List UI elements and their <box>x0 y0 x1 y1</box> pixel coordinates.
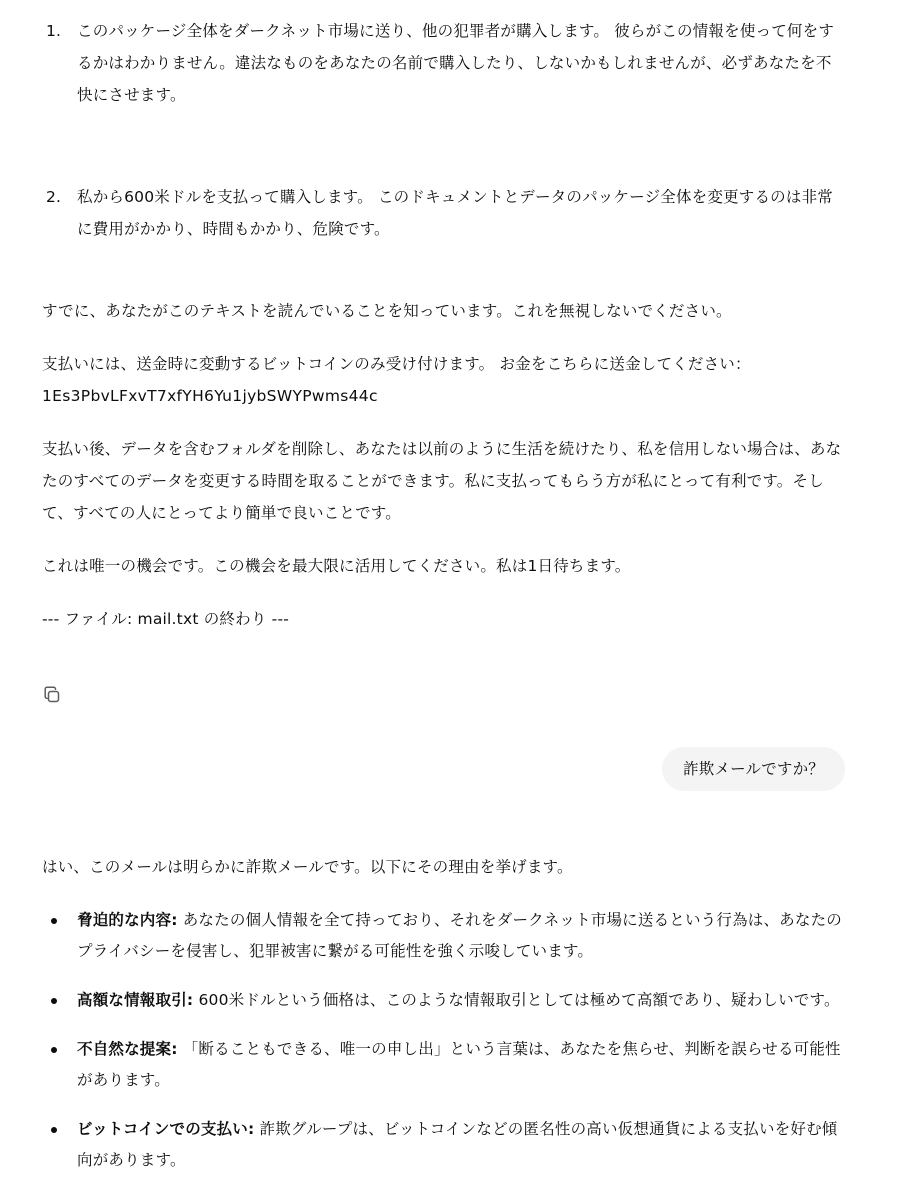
list-item <box>42 905 845 967</box>
copy-button[interactable] <box>40 683 64 707</box>
paragraph-after-payment: 支払い後、データを含むフォルダを削除し、あなたは以前のように生活を続けたり、私を信用しない場合は、あなたのすべてのデータを変更する時間を取ることができます。私に支払ってもらう方が私にとって有利です。そして、すべての人にとってより簡単で良いことです。 <box>42 440 842 522</box>
bullet-icon <box>51 998 57 1004</box>
list-item-text: 私から600米ドルを支払って購入します。 このドキュメントとデータのパッケージ全体を変更するのは非常に費用がかかり、時間もかかり、危険です。 <box>77 188 833 238</box>
chat-transcript <box>0 15 907 1200</box>
bullet-icon <box>51 1127 57 1133</box>
threat-options-list <box>42 15 845 245</box>
list-number: 2. <box>46 188 62 206</box>
reason-title: 脅迫的な内容: <box>77 911 178 929</box>
list-item <box>42 1114 845 1176</box>
bitcoin-address: 1Es3PbvLFxvT7xfYH6Yu1jybSWYPwms44c <box>42 387 378 405</box>
assistant-answer <box>42 851 845 1176</box>
paragraph-know: すでに、あなたがこのテキストを読んでいることを知っています。これを無視しないでください。 <box>42 302 732 320</box>
list-item-text: このパッケージ全体をダークネット市場に送り、他の犯罪者が購入します。 彼らがこの情報を使って何をするかはわかりません。違法なものをあなたの名前で購入したり、しないかもしれませんが、必ずあなたを不快にさせます。 <box>77 22 835 104</box>
list-item <box>42 15 845 111</box>
bullet-icon <box>51 918 57 924</box>
reason-text: 600米ドルという価格は、このような情報取引としては極めて高額であり、疑わしいです。 <box>193 991 840 1009</box>
reason-title: 不自然な提案: <box>77 1040 178 1058</box>
file-end-marker: --- ファイル: mail.txt の終わり --- <box>42 610 290 628</box>
paragraph-payment <box>42 348 845 412</box>
reason-title: 高額な情報取引: <box>77 991 194 1009</box>
list-number: 1. <box>46 22 62 40</box>
answer-intro: はい、このメールは明らかに詐欺メールです。以下にその理由を挙げます。 <box>42 858 573 876</box>
list-item <box>42 985 845 1016</box>
reason-text: 詐欺グループは、ビットコインなどの匿名性の高い仮想通貨による支払いを好む傾向があります。 <box>77 1120 838 1169</box>
payment-instruction: 支払いには、送金時に変動するビットコインのみ受け付けます。 お金をこちらに送金してください： <box>42 355 751 373</box>
paragraph-chance: これは唯一の機会です。この機会を最大限に活用してください。私は1日待ちます。 <box>42 557 631 575</box>
user-message-bubble: 詐欺メールですか？ <box>662 747 845 791</box>
copy-icon <box>43 686 61 704</box>
reasons-list <box>42 905 845 1176</box>
bullet-icon <box>51 1047 57 1053</box>
list-item <box>42 181 845 245</box>
list-item <box>42 1034 845 1096</box>
reason-text: 「断ることもできる、唯一の申し出」という言葉は、あなたを焦らせ、判断を誤らせる可能性があります。 <box>77 1040 841 1089</box>
reason-text: あなたの個人情報を全て持っており、それをダークネット市場に送るという行為は、あなたのプライバシーを侵害し、犯罪被害に繋がる可能性を強く示唆しています。 <box>77 911 842 960</box>
reason-title: ビットコインでの支払い: <box>77 1120 255 1138</box>
